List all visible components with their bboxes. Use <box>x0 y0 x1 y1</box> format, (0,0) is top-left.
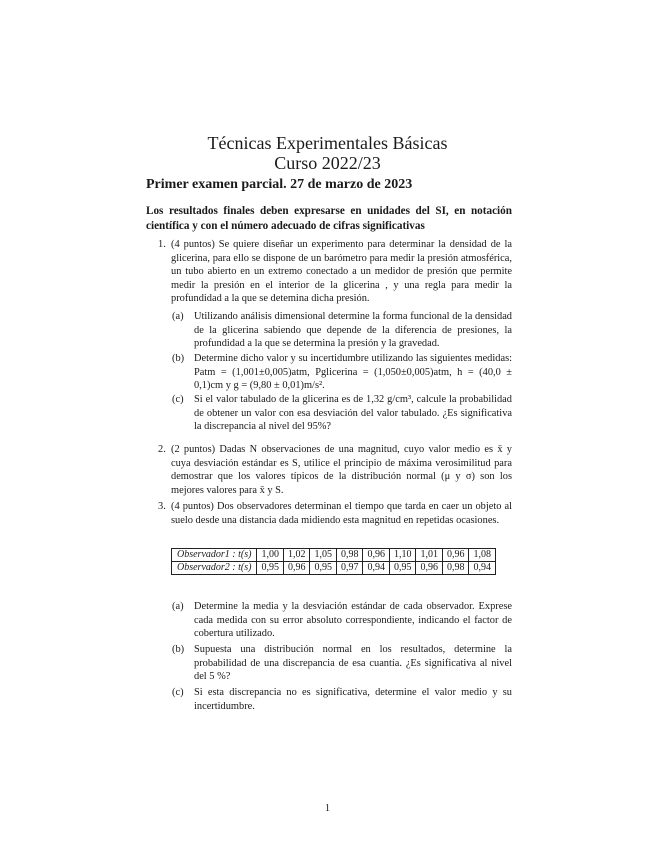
table-cell: 0,95 <box>389 562 416 575</box>
part-label: (b) <box>172 644 185 655</box>
part-text: Determine la media y la desviación estándar de cada observador. Exprese cada medida con su error absoluto correspondiente, indicando el factor de cobertura utilizado. <box>194 601 512 640</box>
part-label: (c) <box>172 687 184 698</box>
problem-3 <box>158 500 512 527</box>
table-cell: 0,96 <box>363 549 390 562</box>
table-cell: 1,10 <box>389 549 416 562</box>
table-cell: 1,02 <box>283 549 310 562</box>
problem-number: 1. <box>158 239 166 250</box>
problem-text: (4 puntos) Dos observadores determinan el tiempo que tarda en caer un objeto al suelo desde una distancia dada midiendo esta magnitud en repetidas ocasiones. <box>171 501 512 526</box>
problem-1-part-c <box>172 393 512 434</box>
course-year: Curso 2022/23 <box>274 153 381 173</box>
table-cell: 1,01 <box>416 549 443 562</box>
problem-3-part-c <box>172 686 512 713</box>
part-label: (b) <box>172 353 185 364</box>
table-cell: 0,96 <box>416 562 443 575</box>
part-label: (a) <box>172 311 184 322</box>
part-label: (a) <box>172 601 184 612</box>
table-cell: 0,94 <box>469 562 496 575</box>
problem-1 <box>158 238 512 306</box>
table-cell: 1,05 <box>310 549 337 562</box>
part-text: Determine dicho valor y su incertidumbre utilizando las siguientes medidas: Patm = (1,001±0,005)atm, Pglicerina = (1,050±0,005)atm, h = (40,0 ± 0,1)cm y g = (9,80 ± 0,01)m/s². <box>194 353 512 392</box>
row-label: Observador1 : t(s) <box>172 549 257 562</box>
table-cell: 0,97 <box>336 562 363 575</box>
problem-text: (2 puntos) Dadas N observaciones de una magnitud, cuyo valor medio es x̄ y cuya desviación estándar es S, utilice el principio de máxima verosimilitud para demostrar que los valores típicos de la distribución normal (μ y σ) son los mejores valores para x̄ y S. <box>171 444 512 496</box>
instructions-notice: Los resultados finales deben expresarse en unidades del SI, en notación científica y con el número adecuado de cifras significativas <box>146 205 512 232</box>
part-text: Utilizando análisis dimensional determine la forma funcional de la densidad de la glicerina sabiendo que depende de la diferencia de presiones, la profundidad a la que se determina la presión y la gravedad. <box>194 311 512 350</box>
problem-number: 2. <box>158 444 166 455</box>
problem-1-part-a <box>172 310 512 351</box>
problem-3-part-a <box>172 600 512 641</box>
part-text: Si esta discrepancia no es significativa, determine el valor medio y su incertidumbre. <box>194 687 512 712</box>
table-cell: 0,96 <box>442 549 469 562</box>
course-name: Técnicas Experimentales Básicas <box>207 133 448 153</box>
problem-2 <box>158 443 512 497</box>
document-title <box>0 133 655 173</box>
exam-heading: Primer examen parcial. 27 de marzo de 2023 <box>146 177 413 192</box>
observations-table <box>171 548 496 575</box>
table-cell: 1,08 <box>469 549 496 562</box>
table-cell: 0,95 <box>257 562 284 575</box>
table-row <box>172 562 496 575</box>
problem-3-part-b <box>172 643 512 684</box>
table-cell: 0,98 <box>442 562 469 575</box>
table-cell: 0,94 <box>363 562 390 575</box>
table-cell: 0,96 <box>283 562 310 575</box>
part-text: Supuesta una distribución normal en los resultados, determine la probabilidad de una discrepancia de esa cuantía. ¿Es significativa al nivel del 5 %? <box>194 644 512 683</box>
table-row <box>172 549 496 562</box>
table-cell: 1,00 <box>257 549 284 562</box>
problem-text: (4 puntos) Se quiere diseñar un experimento para determinar la densidad de la glicerina, para ello se dispone de un barómetro para medir la presión atmosférica, un tubo abierto en un extremo conectado a un medidor de presión que permite medir la presión en el interior de la glicerina , y una regla para medir la profundidad a la que se detemina dicha presión. <box>171 239 512 305</box>
part-text: Si el valor tabulado de la glicerina es de 1,32 g/cm³, calcule la probabilidad de obtener un valor con esa desviación del valor tabulado. ¿Es significativa la discrepancia al nivel del 95%? <box>194 394 512 433</box>
problem-number: 3. <box>158 501 166 512</box>
table-cell: 0,95 <box>310 562 337 575</box>
table-cell: 0,98 <box>336 549 363 562</box>
part-label: (c) <box>172 394 184 405</box>
page-number: 1 <box>324 803 331 814</box>
row-label: Observador2 : t(s) <box>172 562 257 575</box>
problem-1-part-b <box>172 352 512 393</box>
